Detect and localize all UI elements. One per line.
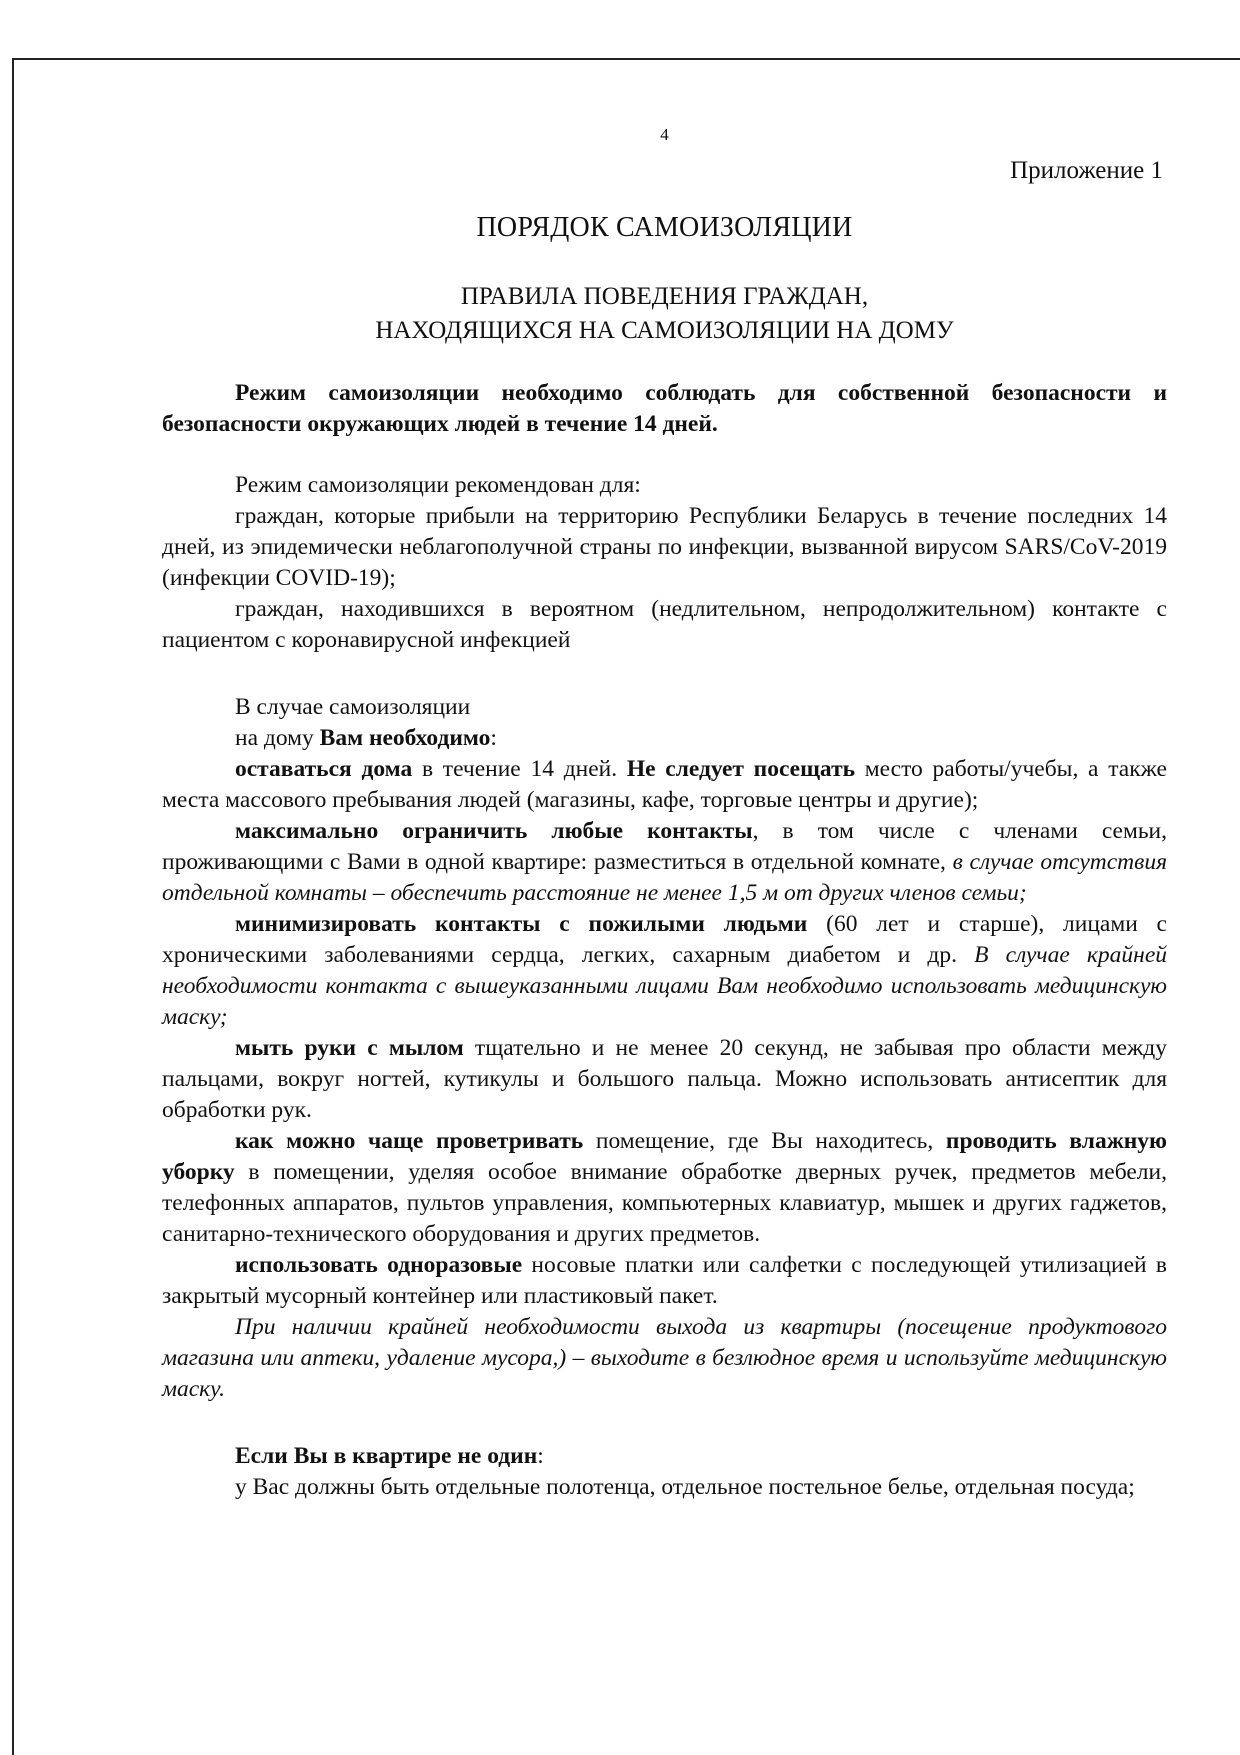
- home-intro-line-2: на дому Вам необходимо:: [235, 725, 497, 751]
- home-section: [162, 692, 1167, 1405]
- rule-wash-hands: мыть руки с мылом тщательно и не менее 20 секунд, не забывая про области между пальцами, вокруг ногтей, кутикулы и большого пальца. Можно использовать антисептик для обработки рук.: [162, 1035, 1167, 1123]
- page-number: 4: [660, 125, 669, 144]
- rule-ventilate: как можно чаще проветривать помещение, где Вы находитесь, проводить влажную уборку в помещении, уделяя особое внимание обработке дверных ручек, предметов мебели, телефонных аппаратов, пультов управления, компьютерных клавиатур, мышек и других гаджетов, санитарно-технического оборудования и других предметов.: [162, 1128, 1167, 1247]
- not-alone-heading: Если Вы в квартире не один:: [235, 1443, 544, 1469]
- document-title: ПОРЯДОК САМОИЗОЛЯЦИИ: [476, 212, 853, 243]
- appendix-label: Приложение 1: [1010, 157, 1163, 184]
- rule-minimize-elderly-contacts: минимизировать контакты с пожилыми людьми (60 лет и старше), лицами с хроническими заболеваниями сердца, легких, сахарным диабетом и др. В случае крайней необходимости контакта с вышеуказанными лицами Вам необходимо использовать медицинскую маску;: [162, 911, 1168, 1030]
- rule-stay-home: оставаться дома в течение 14 дней. Не следует посещать место работы/учебы, а также места массового пребывания людей (магазины, кафе, торговые центры и другие);: [162, 756, 1167, 813]
- recommended-item-2: граждан, находившихся в вероятном (недлительном, непродолжительном) контакте с пациентом с коронавирусной инфекцией: [162, 596, 1167, 653]
- not-alone-section: [162, 1441, 1167, 1503]
- rule-limit-contacts: максимально ограничить любые контакты, в том числе с членами семьи, проживающими с Вами в одной квартире: разместиться в отдельной комнате, в случае отсутствия отдельной комнаты – обеспечить расстояние не менее 1,5 м от других членов семьи;: [162, 818, 1168, 906]
- intro-paragraph: Режим самоизоляции необходимо соблюдать для собственной безопасности и безопасности окружающих людей в течение 14 дней.: [162, 380, 1167, 437]
- recommended-section: [162, 470, 1167, 656]
- not-alone-rule-1: у Вас должны быть отдельные полотенца, отдельное постельное белье, отдельная посуда;: [235, 1474, 1135, 1500]
- rule-leaving-apartment: При наличии крайней необходимости выхода из квартиры (посещение продуктового магазина или аптеки, удаление мусора,) – выходите в безлюдное время и используйте медицинскую маску.: [162, 1314, 1167, 1402]
- document-page: [162, 120, 1167, 1503]
- rule-disposable-tissues: использовать одноразовые носовые платки или салфетки с последующей утилизацией в закрытый мусорный контейнер или пластиковый пакет.: [162, 1252, 1167, 1309]
- subtitle-line-2: НАХОДЯЩИХСЯ НА САМОИЗОЛЯЦИИ НА ДОМУ: [375, 317, 954, 344]
- recommended-item-1: граждан, которые прибыли на территорию Республики Беларусь в течение последних 14 дней, из эпидемически неблагополучной страны по инфекции, вызванной вирусом SARS/CoV-2019 (инфекции COVID-19);: [162, 503, 1167, 591]
- home-intro-line-1: В случае самоизоляции: [235, 694, 471, 720]
- recommended-heading: Режим самоизоляции рекомендован для:: [235, 472, 641, 498]
- document-subtitle: [162, 280, 1167, 348]
- subtitle-line-1: ПРАВИЛА ПОВЕДЕНИЯ ГРАЖДАН,: [460, 283, 869, 310]
